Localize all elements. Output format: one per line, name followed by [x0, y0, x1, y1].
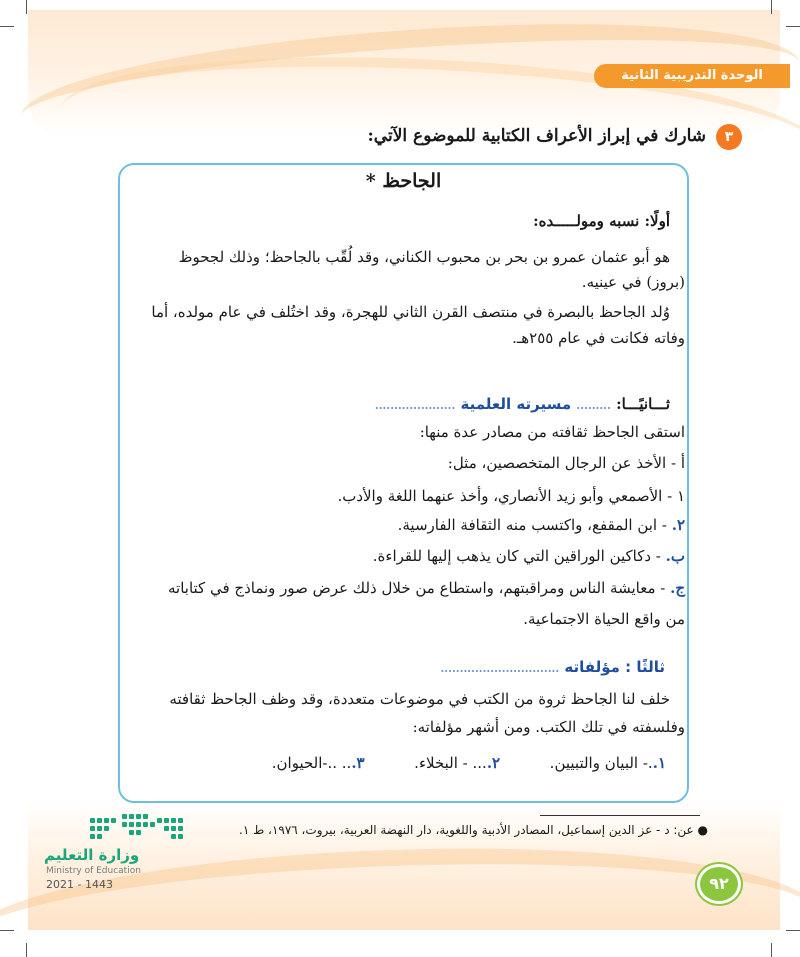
- dotted-leader: .....................: [374, 399, 456, 412]
- footnote: ● عن: د - عز الدين إسماعيل، المصادر الأدبية واللغوية، دار النهضة العربية، بيروت، ١٩٧٦، ط ١.: [239, 823, 708, 837]
- paragraph-line: هو أبو عثمان عمرو بن بحر بن محبوب الكناني، وقد لُقّب بالجاحظ؛ وذلك لجحوظ: [178, 248, 670, 266]
- crop-mark: [0, 26, 14, 27]
- list-item-text: - معايشة الناس ومراقبتهم، واستطاع من خلال ذلك عرض صور ونماذج في كتاباته: [167, 579, 671, 597]
- list-marker: ب.: [665, 547, 685, 565]
- list-item-text: .. ..-الحيوان.: [271, 754, 352, 772]
- list-marker: ١.: [652, 754, 666, 772]
- section2-prefix: ثـــانيًـــا:: [616, 395, 670, 413]
- section2-title: مسيرته العلمية: [460, 395, 572, 413]
- ministry-logo-icon: [88, 808, 184, 844]
- dotted-leader: .........: [576, 399, 611, 412]
- paragraph-line: من واقع الحياة الاجتماعية.: [523, 610, 685, 628]
- task-instruction: شارك في إبراز الأعراف الكتابية للموضوع الآتي:: [367, 126, 706, 146]
- paragraph-line: (بروز) في عينيه.: [581, 273, 685, 291]
- ministry-name-arabic: وزارة التعليم: [44, 846, 140, 864]
- crop-mark: [786, 26, 800, 27]
- list-marker: ج.: [670, 579, 685, 597]
- list-marker: ٢.: [671, 516, 685, 534]
- works-list: [272, 752, 666, 774]
- list-marker: ٣.: [351, 754, 365, 772]
- ministry-name-english: Ministry of Education: [46, 866, 141, 876]
- paragraph-line: خلف لنا الجاحظ ثروة من الكتب في موضوعات متعددة، وقد وظف الجاحظ ثقافته: [169, 690, 670, 708]
- list-item-text: - ابن المقفع، واكتسب منه الثقافة الفارسية.: [397, 516, 672, 534]
- footnote-text: عن: د - عز الدين إسماعيل، المصادر الأدبية واللغوية، دار النهضة العربية، بيروت، ١٩٧٦، ط ١.: [239, 823, 694, 837]
- task-number-badge: ٣: [716, 124, 742, 150]
- crop-mark: [26, 0, 27, 14]
- section3-title: ثالثًا : مؤلفاته: [564, 658, 665, 676]
- crop-mark: [26, 943, 27, 957]
- paragraph-line: وفلسفته في تلك الكتب. ومن أشهر مؤلفاته:: [412, 718, 685, 736]
- section1-heading: أولًا: نسبه ومولـــــده:: [533, 212, 670, 230]
- list-item: أ - الأخذ عن الرجال المتخصصين، مثل:: [447, 454, 685, 472]
- list-item: [373, 545, 685, 567]
- crop-mark: [0, 930, 14, 931]
- section3-heading: [440, 656, 665, 680]
- unit-label: الوحدة التدريبية الثانية: [594, 64, 790, 88]
- paragraph-line: استقى الجاحظ ثقافته من مصادر عدة منها:: [419, 423, 685, 441]
- footnote-divider: [540, 815, 700, 816]
- article-title: الجاحظ *: [365, 170, 442, 192]
- crop-mark: [771, 0, 772, 14]
- list-item: [398, 514, 685, 536]
- list-item-text: .- البيان والتبيين.: [549, 754, 653, 772]
- list-marker: ٢.: [486, 754, 501, 772]
- ministry-year: 2021 - 1443: [46, 878, 113, 891]
- list-item-text: - دكاكين الوراقين التي كان يذهب إليها للقراءة.: [372, 547, 666, 565]
- list-item: ١ - الأصمعي وأبو زيد الأنصاري، وأخذ عنهما اللغة والأدب.: [337, 487, 685, 505]
- list-item: [168, 577, 685, 599]
- paragraph-line: وفاته فكانت في عام ٢٥٥هـ.: [512, 329, 685, 347]
- page-number: ٩٢: [697, 864, 741, 904]
- section2-heading: [375, 393, 670, 417]
- crop-mark: [771, 943, 772, 957]
- list-item-text: ... - البخلاء.: [414, 754, 487, 772]
- crop-mark: [786, 930, 800, 931]
- dotted-leader: ...............................: [440, 662, 560, 675]
- paragraph-line: وُلد الجاحظ بالبصرة في منتصف القرن الثاني للهجرة، وقد اختُلف في عام مولده، أما: [151, 303, 670, 321]
